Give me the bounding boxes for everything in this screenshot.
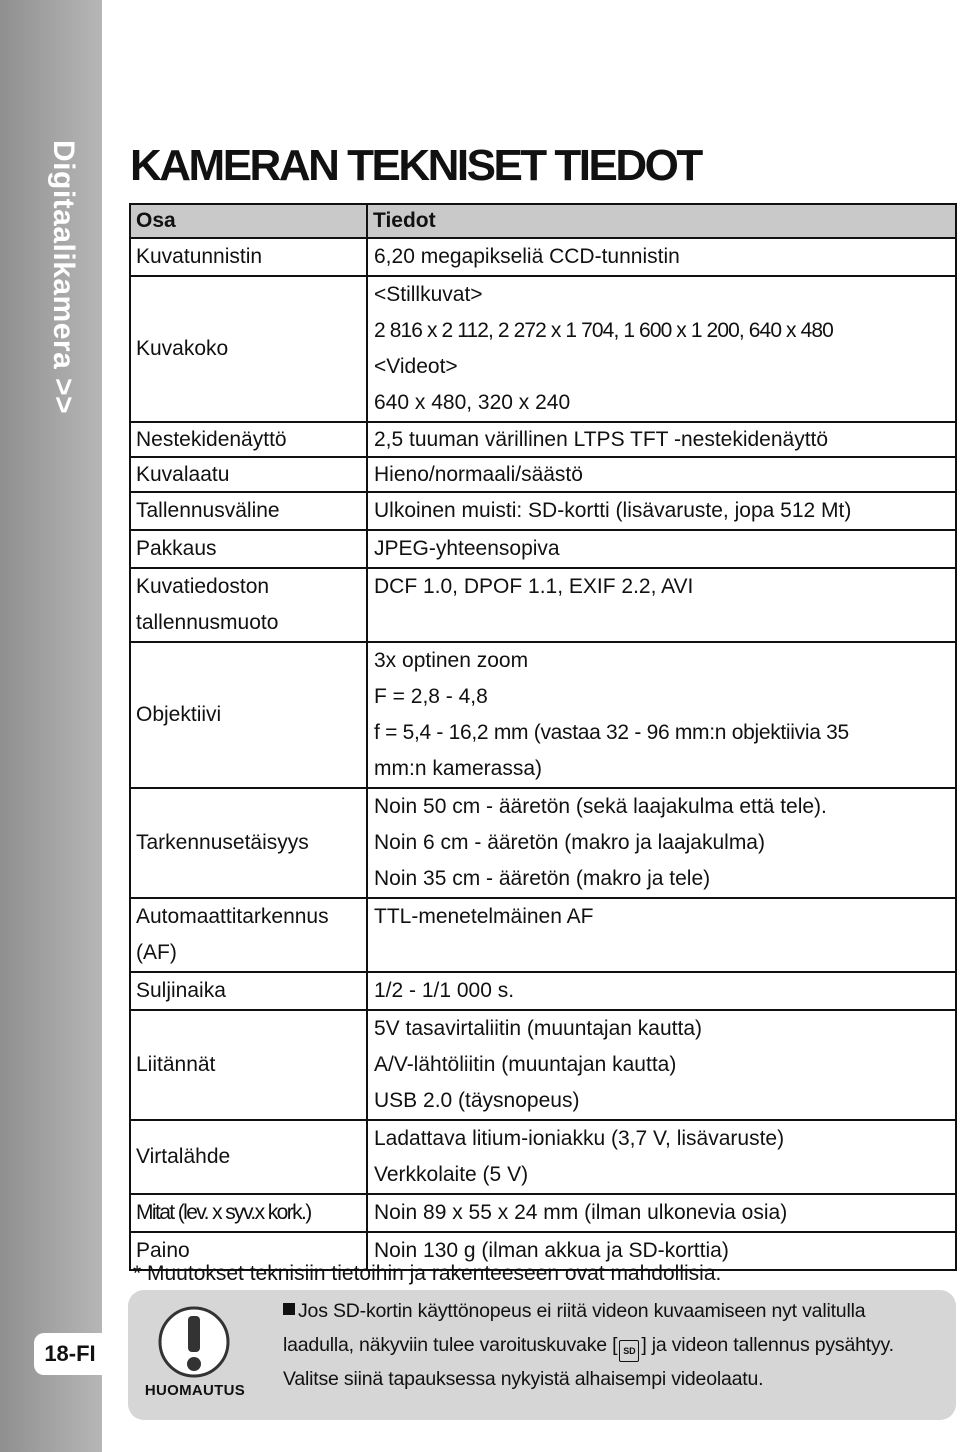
row-label: Automaattitarkennus (AF) (130, 898, 367, 972)
row-label: Kuvalaatu (130, 457, 367, 492)
row-value: DCF 1.0, DPOF 1.1, EXIF 2.2, AVI (367, 568, 956, 642)
table-row (130, 276, 956, 422)
row-value: Noin 130 g (ilman akkua ja SD-korttia) (367, 1232, 956, 1270)
row-value: Ulkoinen muisti: SD-kortti (lisävaruste, jopa 512 Mt) (367, 492, 956, 530)
header-details: Tiedot (367, 204, 956, 238)
row-value: Hieno/normaali/säästö (367, 457, 956, 492)
row-label: Nestekidenäyttö (130, 422, 367, 457)
table-row (130, 422, 956, 457)
table-row (130, 568, 956, 642)
row-label: Kuvakoko (130, 276, 367, 422)
section-title: Digitaalikamera >> (47, 140, 80, 415)
warning-icon (150, 1306, 238, 1386)
table-row (130, 1120, 956, 1194)
table-header-row (130, 204, 956, 238)
row-label: Suljinaika (130, 972, 367, 1010)
table-row (130, 898, 956, 972)
row-label: Virtalähde (130, 1120, 367, 1194)
row-label: Liitännät (130, 1010, 367, 1120)
table-row (130, 1194, 956, 1232)
table-row (130, 492, 956, 530)
table-row (130, 530, 956, 568)
row-value: Noin 50 cm - ääretön (sekä laajakulma että tele). Noin 6 cm - ääretön (makro ja laajakulma) Noin 35 cm - ääretön (makro ja tele) (367, 788, 956, 898)
table-row (130, 642, 956, 788)
table-row (130, 457, 956, 492)
note-box (128, 1290, 956, 1420)
row-label: Pakkaus (130, 530, 367, 568)
table-row (130, 788, 956, 898)
sd-card-icon: SD (619, 1340, 639, 1362)
header-part: Osa (130, 204, 367, 238)
row-label: Tallennusväline (130, 492, 367, 530)
page-title: KAMERAN TEKNISET TIEDOT (130, 141, 701, 190)
row-label: Mitat (lev. x syv.x kork.) (130, 1194, 367, 1232)
row-value: 5V tasavirtaliitin (muuntajan kautta) A/V-lähtöliitin (muuntajan kautta) USB 2.0 (täysnopeus) (367, 1010, 956, 1120)
row-label: Kuvatiedoston tallennusmuoto (130, 568, 367, 642)
page-number: 18-FI (34, 1333, 106, 1375)
row-value: 2,5 tuuman värillinen LTPS TFT -nestekidenäyttö (367, 422, 956, 457)
row-value: <Stillkuvat> 2 816 x 2 112, 2 272 x 1 704, 1 600 x 1 200, 640 x 480 <Videot> 640 x 480, 320 x 240 (367, 276, 956, 422)
row-value: 3x optinen zoom F = 2,8 - 4,8 f = 5,4 - 16,2 mm (vastaa 32 - 96 mm:n objektiivia 35 mm:n kamerassa) (367, 642, 956, 788)
row-label: Kuvatunnistin (130, 238, 367, 276)
row-value: 1/2 - 1/1 000 s. (367, 972, 956, 1010)
row-value: Ladattava litium-ioniakku (3,7 V, lisävaruste) Verkkolaite (5 V) (367, 1120, 956, 1194)
row-value: TTL-menetelmäinen AF (367, 898, 956, 972)
row-label: Paino (130, 1232, 367, 1270)
footnote: * Muutokset teknisiin tietoihin ja rakenteeseen ovat mahdollisia. (133, 1262, 722, 1285)
specs-table (129, 203, 957, 1271)
row-label: Tarkennusetäisyys (130, 788, 367, 898)
row-value: Noin 89 x 55 x 24 mm (ilman ulkonevia osia) (367, 1194, 956, 1232)
note-label: HUOMAUTUS (144, 1382, 246, 1399)
table-row (130, 1010, 956, 1120)
table-row (130, 238, 956, 276)
sidebar-strip (0, 0, 102, 1452)
row-value: 6,20 megapikseliä CCD-tunnistin (367, 238, 956, 276)
row-label: Objektiivi (130, 642, 367, 788)
row-value: JPEG-yhteensopiva (367, 530, 956, 568)
table-row (130, 972, 956, 1010)
note-text: Jos SD-kortin käyttönopeus ei riitä videon kuvaamiseen nyt valitulla laadulla, näkyviin tulee varoituskuvake [ SD ] ja videon tallennus pysähtyy. Valitse siinä tapauksessa nykyistä alhaisempi videolaatu. (283, 1300, 894, 1390)
bullet-icon (283, 1303, 295, 1315)
